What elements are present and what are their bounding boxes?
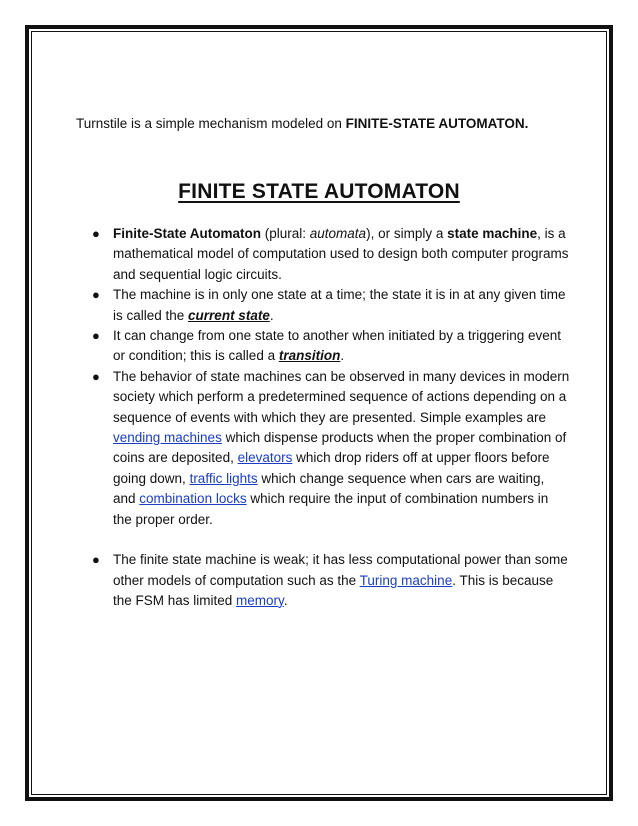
link-elevators[interactable]: elevators bbox=[237, 450, 293, 466]
term-state-machine: state machine bbox=[447, 226, 538, 241]
link-vending-machines[interactable]: vending machines bbox=[113, 430, 222, 446]
list-item bbox=[90, 326, 570, 367]
text: It can change from one state to another when initiated by a triggering event or condition; this is called a bbox=[113, 328, 562, 364]
term-fsa: Finite-State Automaton bbox=[113, 226, 261, 241]
text: , is a mathematical model of computation used to design both computer programs and sequential logic circuits. bbox=[113, 226, 569, 282]
text: The machine is in only one state at a time; the state it is in at any given time is called the bbox=[113, 287, 566, 323]
bullet-icon: ● bbox=[92, 226, 100, 241]
text: . bbox=[340, 348, 345, 364]
text: . bbox=[283, 592, 288, 608]
text: The behavior of state machines can be observed in many devices in modern society which perform a predetermined sequence of actions depending on a sequence of events with which they are presented. Simple examples are bbox=[113, 368, 570, 425]
intro-paragraph bbox=[76, 115, 596, 133]
intro-text: Turnstile is a simple mechanism modeled on bbox=[76, 116, 346, 131]
text: (plural: bbox=[261, 226, 310, 241]
list-item bbox=[90, 224, 570, 285]
bullet-icon: ● bbox=[92, 552, 100, 568]
term-current-state: current state bbox=[188, 307, 270, 323]
bullet-list bbox=[90, 224, 570, 611]
text: The finite state machine is weak; it has less computational power than some other models of computation such as the bbox=[113, 552, 568, 588]
link-combination-locks[interactable]: combination locks bbox=[139, 491, 247, 507]
link-turing-machine[interactable]: Turing machine bbox=[359, 572, 453, 588]
text: which change sequence when cars are waiting, and bbox=[113, 470, 545, 507]
text: which require the input of combination numbers in the proper order. bbox=[113, 491, 549, 527]
text: which drop riders off at upper floors before going down, bbox=[113, 450, 550, 486]
page-title bbox=[0, 180, 638, 204]
link-memory[interactable]: memory bbox=[236, 592, 284, 608]
intro-bold: FINITE-STATE AUTOMATON. bbox=[345, 116, 529, 131]
text: which dispense products when the proper combination of coins are deposited, bbox=[113, 430, 567, 466]
list-item bbox=[90, 367, 570, 530]
text: . bbox=[269, 307, 274, 323]
text: ), or simply a bbox=[366, 226, 448, 241]
term-transition: transition bbox=[278, 348, 341, 364]
term-plural: automata bbox=[309, 226, 367, 241]
link-traffic-lights[interactable]: traffic lights bbox=[189, 470, 258, 486]
bullet-icon: ● bbox=[92, 328, 100, 344]
bullet-icon: ● bbox=[92, 368, 100, 384]
text: . This is because the FSM has limited bbox=[113, 572, 554, 608]
bullet-icon: ● bbox=[92, 287, 100, 303]
list-item bbox=[90, 285, 570, 326]
list-item bbox=[90, 550, 570, 611]
title-text: FINITE STATE AUTOMATON bbox=[178, 180, 460, 203]
